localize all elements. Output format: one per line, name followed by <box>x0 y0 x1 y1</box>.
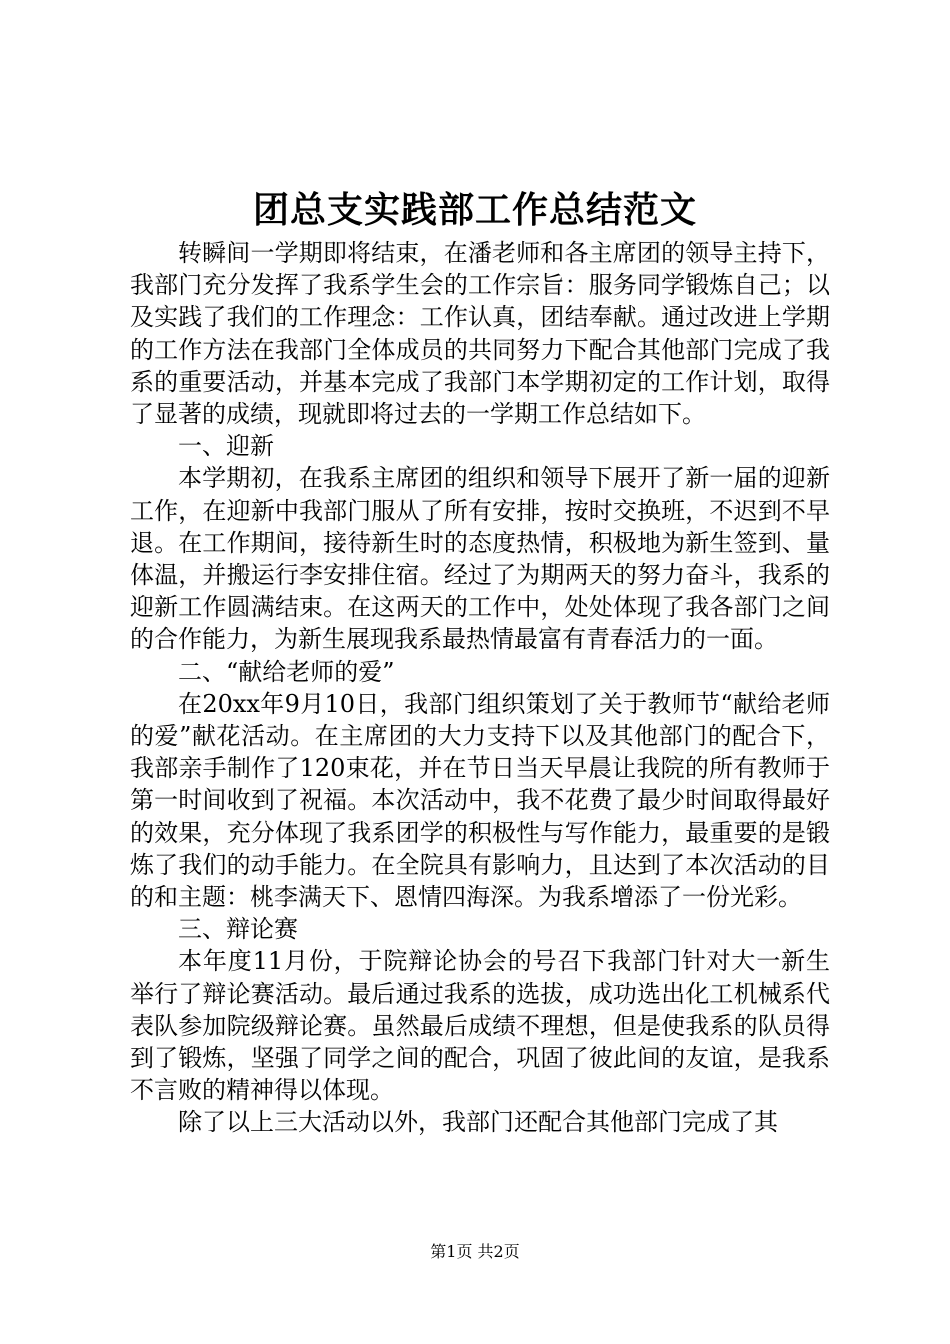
page-title: 团总支实践部工作总结范文 <box>252 189 697 231</box>
paragraph-intro: 转瞬间一学期即将结束，在潘老师和各主席团的领导主持下，我部门充分发挥了我系学生会的工作宗旨：服务同学锻炼自己；以及实践了我们的工作理念：工作认真，团结奉献。通过改进上学期的工作方法在我部门全体成员的共同努力下配合其他部门完成了我系的重要活动，并基本完成了我部门本学期初定的工作计划，取得了显著的成绩，现就即将过去的一学期工作总结如下。 <box>130 239 830 429</box>
section-heading-debate: 三、辩论赛 <box>178 915 298 944</box>
paragraph-debate: 本年度11月份，于院辩论协会的号召下我部门针对大一新生举行了辩论赛活动。最后通过我系的选拔，成功选出化工机械系代表队参加院级辩论赛。虽然最后成绩不理想，但是使我系的队员得到了锻炼，坚强了同学之间的配合，巩固了彼此间的友谊，是我系不言败的精神得以体现。 <box>130 947 830 1105</box>
page-number-footer: 第1页 共2页 <box>430 1242 520 1261</box>
paragraph-other-activities: 除了以上三大活动以外，我部门还配合其他部门完成了其 <box>178 1108 778 1137</box>
section-heading-teachers-day: 二、“献给老师的爱” <box>178 657 395 686</box>
document-body <box>130 237 830 1139</box>
paragraph-teachers-day: 在20xx年9月10日，我部门组织策划了关于教师节“献给老师的爱”献花活动。在主席团的大力支持下以及其他部门的配合下，我部亲手制作了120束花，并在节日当天早晨让我院的所有教师于第一时间收到了祝福。本次活动中，我不花费了最少时间取得最好的效果，充分体现了我系团学的积极性与写作能力，最重要的是锻炼了我们的动手能力。在全院具有影响力，且达到了本次活动的目的和主题：桃李满天下、恩情四海深。为我系增添了一份光彩。 <box>130 689 830 912</box>
paragraph-welcome: 本学期初，在我系主席团的组织和领导下展开了新一届的迎新工作，在迎新中我部门服从了所有安排，按时交换班，不迟到不早退。在工作期间，接待新生时的态度热情，积极地为新生签到、量体温，并搬运行李安排住宿。经过了为期两天的努力奋斗，我系的迎新工作圆满结束。在这两天的工作中，处处体现了我各部门之间的合作能力，为新生展现我系最热情最富有青春活力的一面。 <box>130 464 830 654</box>
section-heading-welcome: 一、迎新 <box>178 432 274 461</box>
